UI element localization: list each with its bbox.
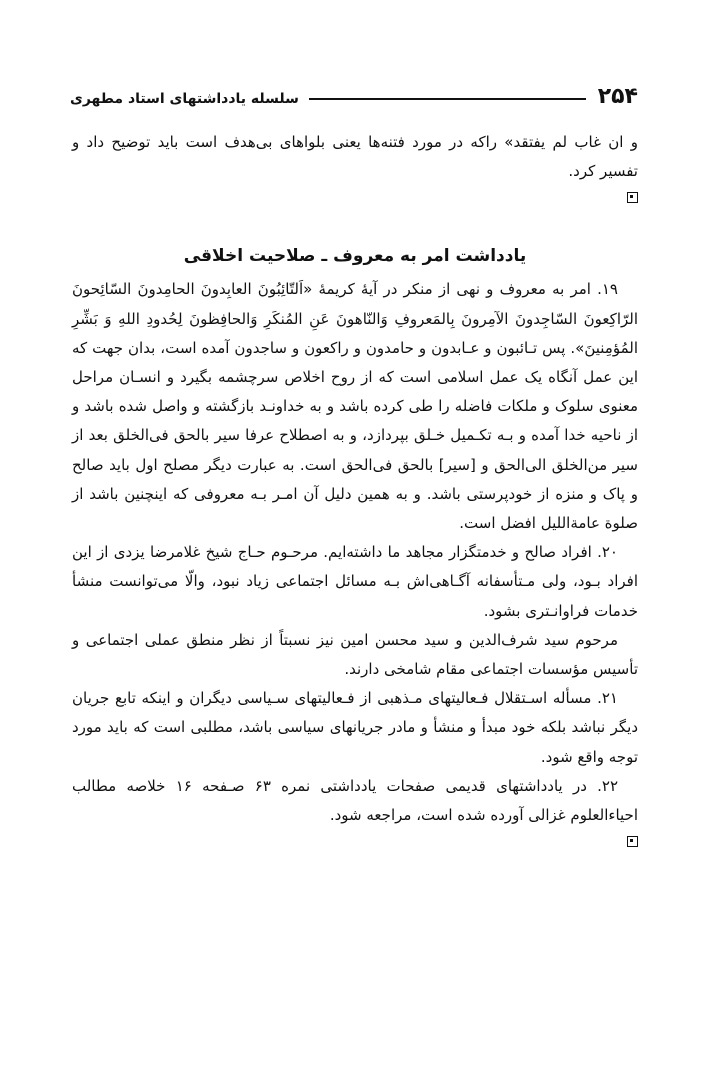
paragraph-20: ۲۰. افراد صالح و خدمتگزار مجاهد ما داشته‌ایم. مرحـوم حـاج شیخ غلامرضا یزدی از این افراد بـود، ولی مـتأسفانه آگـاهی‌اش بـه مسائل اجتماعی زیاد نبود، والّا می‌توانست منشأ خدمات فراوانـتری بشود. <box>72 543 638 620</box>
paragraph-21: ۲۱. مسأله اسـتقلال فـعالیتهای مـذهبی از فـعالیتهای سـیاسی دیگران و اینکه تابع جریان دیگر نباشد بلکه خود مبدأ و منشأ و مادر جریانهای سیاسی باشد، مطلبی است که باید مورد توجه واقع شود. <box>72 689 638 766</box>
end-mark-icon <box>627 836 638 847</box>
paragraph-20-continued: مرحوم سید شرف‌الدین و سید محسن امین نیز نسبتاً از نظر منطق عملی اجتماعی و تأسیس مؤسسات اجتماعی مقام شامخی دارند. <box>72 630 638 679</box>
header-rule <box>309 98 586 100</box>
intro-paragraph: و ان غاب لم یفتقد» راکه در مورد فتنه‌ها یعنی بلواهای بی‌هدف است باید توضیح داد و تفسیر کرد. <box>72 133 638 181</box>
page-number: ۲۵۴ <box>597 84 638 109</box>
end-mark-icon <box>627 192 638 203</box>
page-header <box>70 80 638 108</box>
paragraph-22: ۲۲. در یادداشتهای قدیمی صفحات یادداشتی نمره ۶۳ صـفحه ۱۶ خلاصه مطالب احیاءالعلوم غزالی آورده شده است، مراجعه شود. <box>72 776 638 825</box>
section-title: یادداشت امر به معروف ـ صلاحیت اخلاقی <box>183 246 527 267</box>
page-body <box>72 128 638 857</box>
paragraph-19: ۱۹. امر به معروف و نهی از منکر در آیهٔ کریمهٔ «اَلتّائِبُونَ العابِدونَ الحامِدونَ السّائِحونَ الرّاکِعونَ السّاجِدونَ الآمِرونَ بِالمَعروفِ وَالنّاهونَ عَنِ المُنکَرِ وَالحافِظونَ لِحُدودِ اللهِ وَ بَشِّرِ المُؤمِنینَ». پس تـائبون و عـابدون و حامدون و راکعون و ساجدون آمده است، بدان جهت که این عمل آنگاه یک عمل اسلامی است که از روح اخلاص سرچشمه بگیرد و انسـان مراحل معنوی سلوک و ملکات فاضله را طی کرده باشد و به خداونـد بازگشته و واصل شده باشد و از ناحیه خدا آمده و بـه تکـمیل خـلق بپردازد، و به اصطلاح عرفا سیر بالحق فی‌الخلق بعد از سیر من‌الخلق الی‌الحق و [سیر] بالحق فی‌الحق است. به عبارت دیگر مصلح اول باید صالح و پاک و منزه از خودپرستی باشد. و به همین دلیل آن امـر بـه معروفی که اینچنین باشد از صلوة عامةاللیل افضل است. <box>72 280 638 533</box>
running-title: سلسله یادداشتهای استاد مطهری <box>70 91 299 107</box>
